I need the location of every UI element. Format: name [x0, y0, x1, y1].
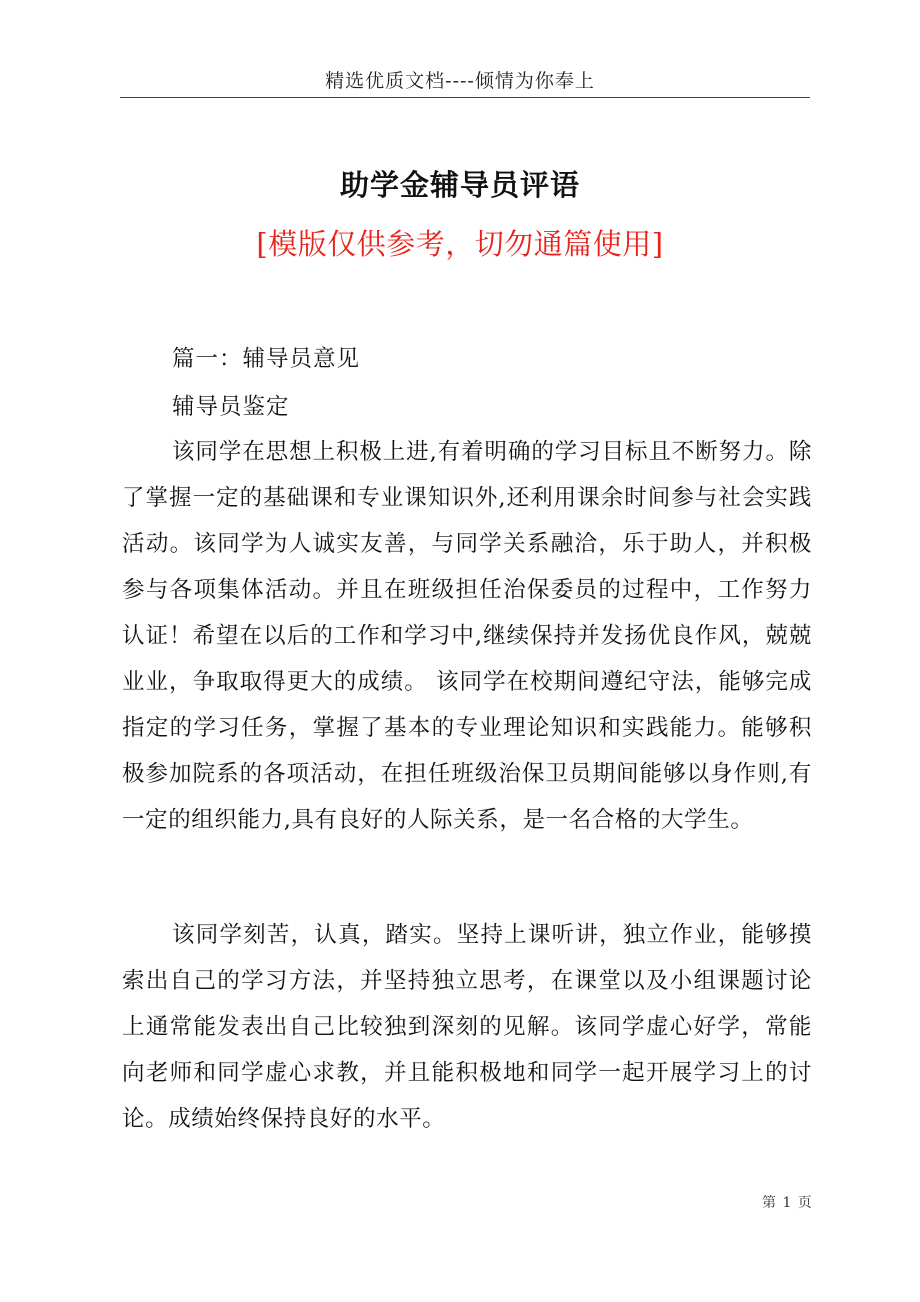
section-heading: 篇一：辅导员意见 [172, 346, 361, 372]
page-number: 第 1 页 [762, 1195, 813, 1211]
document-title: 助学金辅导员评语 [339, 168, 580, 202]
header-divider [120, 97, 810, 98]
document-subtitle: [模版仅供参考，切勿通篇使用] [256, 227, 664, 261]
paragraph-1: 该同学在思想上积极上进,有着明确的学习目标且不断努力。除了掌握一定的基础课和专业课知识外,还利用课余时间参与社会实践活动。该同学为人诚实友善，与同学关系融洽，乐于助人，并积极参与各项集体活动。并且在班级担任治保委员的过程中，工作努力认证！希望在以后的工作和学习中,继续保持并发扬优良作风，兢兢业业，争取取得更大的成绩。 该同学在校期间遵纪守法，能够完成指定的学习任务，掌握了基本的专业理论知识和实践能力。能够积极参加院系的各项活动，在担任班级治保卫员期间能够以身作则,有一定的组织能力,具有良好的人际关系，是一名合格的大学生。 [122, 439, 812, 833]
paragraph-2: 该同学刻苦，认真，踏实。坚持上课听讲，独立作业，能够摸索出自己的学习方法，并坚持独立思考，在课堂以及小组课题讨论上通常能发表出自己比较独到深刻的见解。该同学虚心好学，常能向老师和同学虚心求教，并且能积极地和同学一起开展学习上的讨论。成绩始终保持良好的水平。 [122, 922, 812, 1132]
running-header: 精选优质文档----倾情为你奉上 [325, 70, 595, 92]
subheading: 辅导员鉴定 [172, 394, 290, 420]
